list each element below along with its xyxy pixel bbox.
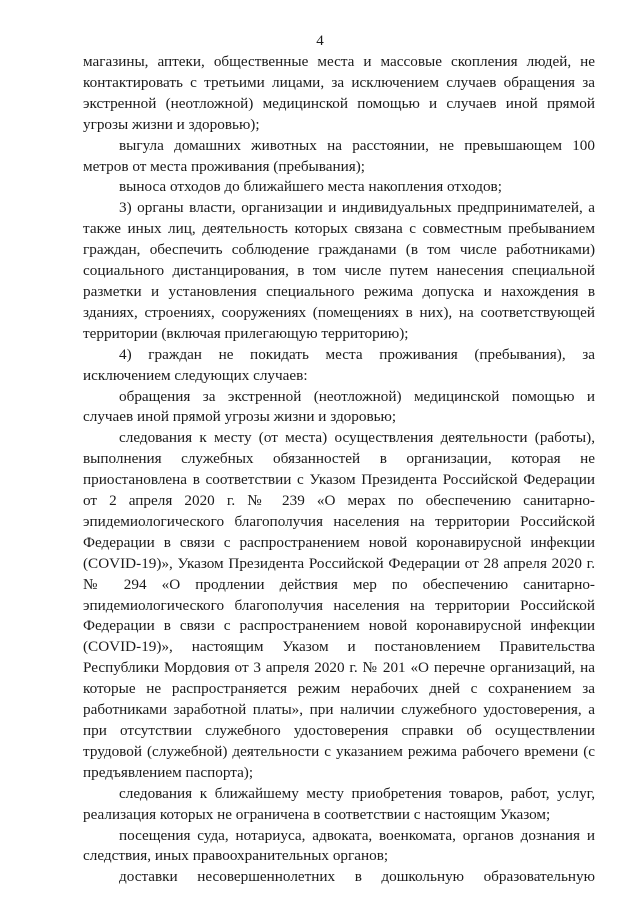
paragraph: посещения суда, нотариуса, адвоката, военкомата, органов дознания и следствия, иных правоохранительных органов; bbox=[83, 826, 595, 865]
paragraph: следования к месту (от места) осуществления деятельности (работы), выполнения служебных обязанностей в организации, которая не приостановлена в соответствии с Указом Президента Российской Федерации от 2 апреля 2020 г. № 239 «О мерах по обеспечению санитарно-эпидемиологического благополучия населения на территории Российской Федерации в связи с распространением новой коронавирусной инфекции (COVID-19)», Указом Президента Российской Федерации от 28 апреля 2020 г. № 294 «О продлении действия мер по обеспечению санитарно-эпидемиологического благополучия населения на территории Российской Федерации в связи с распространением новой коронавирусной инфекции (COVID-19)», настоящим Указом и постановлением Правительства Республики Мордовия от 3 апреля 2020 г. № 201 «О перечне организаций, на которые не распространяется режим нерабочих дней с сохранением за работниками заработной платы», при наличии служебного удостоверения, а при отсутствии служебного удостоверения справки об осуществлении трудовой (служебной) деятельности с указанием режима рабочего времени (с предъявлением паспорта); bbox=[83, 429, 595, 781]
document-body bbox=[83, 52, 595, 888]
page-number: 4 bbox=[316, 33, 324, 49]
paragraph: выгула домашних животных на расстоянии, не превышающем 100 метров от места проживания (пребывания); bbox=[83, 136, 595, 175]
paragraph-last-line: доставки несовершеннолетних в дошкольную образовательную bbox=[119, 868, 595, 886]
paragraph: 3) органы власти, организации и индивидуальных предпринимателей, а также иных лиц, деятельность которых связана с совместным пребыванием граждан, обеспечить соблюдение гражданами (в том числе работниками) социального дистанцирования, в том числе путем нанесения специальной разметки и установления специального режима допуска и нахождения в зданиях, строениях, сооружениях (помещениях в них), на соответствующей территории (включая прилегающую территорию); bbox=[83, 199, 595, 342]
paragraph: выноса отходов до ближайшего места накопления отходов; bbox=[119, 178, 502, 196]
paragraph: магазины, аптеки, общественные места и массовые скопления людей, не контактировать с третьими лицами, за исключением случаев обращения за экстренной (неотложной) медицинской помощью и случаев иной прямой угрозы жизни и здоровью); bbox=[83, 53, 595, 133]
paragraph: следования к ближайшему месту приобретения товаров, работ, услуг, реализация которых не ограничена в соответствии с настоящим Указом; bbox=[83, 784, 595, 823]
paragraph: 4) граждан не покидать места проживания (пребывания), за исключением следующих случаев: bbox=[83, 345, 595, 384]
paragraph: обращения за экстренной (неотложной) медицинской помощью и случаев иной прямой угрозы жизни и здоровью; bbox=[83, 387, 595, 426]
